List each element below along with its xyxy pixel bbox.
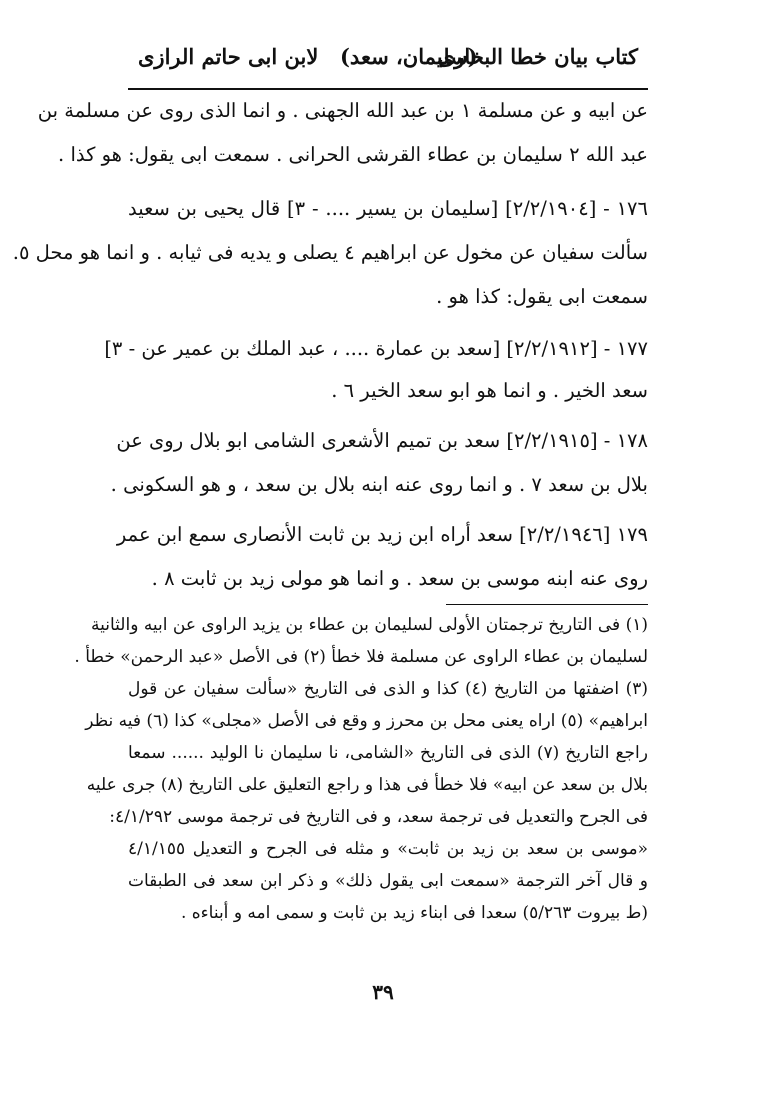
running-head <box>138 38 638 78</box>
text-line: سمعت ابى يقول: كذا هو . <box>436 285 648 308</box>
footnote-line: (ط بيروت ٥/٢٦٣) سعدا فى ابناء زيد بن ثابت و سمى امه و أبناءه . <box>180 903 648 923</box>
footnote-line: (٣) اضفتها من التاريخ (٤) كذا و الذى فى التاريخ «سألت سفيان عن قول <box>128 679 648 699</box>
header-rule <box>128 88 648 90</box>
text-line: روى عنه ابنه موسى بن سعد . و انما هو مولى زيد بن ثابت ٨ . <box>151 567 648 590</box>
footnote-line: لسليمان بن عطاء الراوى عن مسلمة فلا خطأ (٢) فى الأصل «عبد الرحمن» خطأ . <box>74 647 648 667</box>
footnote-line: بلال بن سعد عن ابيه» فلا خطأ فى هذا و راجع التعليق على التاريخ (٨) جرى عليه <box>86 775 648 795</box>
footnote-line: راجع التاريخ (٧) الذى فى التاريخ «الشامى، نا سليمان نا الوليد ...... سمعا <box>128 743 648 763</box>
entry-178-line: ١٧٨ - [٢/٢/١٩١٥] سعد بن تميم الأشعرى الشامى ابو بلال روى عن <box>116 429 648 452</box>
section-names: (سليمان، سعد) <box>340 44 478 69</box>
text-line: بلال بن سعد ٧ . و انما روى عنه ابنه بلال بن سعد ، و هو السكونى . <box>110 473 648 496</box>
entry-177-line: ١٧٧ - [٢/٢/١٩١٢] [سعد بن عمارة .... ، عبد الملك بن عمير عن - ٣] <box>104 337 648 360</box>
footnote-line: و قال آخر الترجمة «سمعت ابى يقول ذلك» و ذكر ابن سعد فى الطبقات <box>128 871 648 891</box>
text-line: عبد الله ٢ سليمان بن عطاء القرشى الحرانى . سمعت ابى يقول: هو كذا . <box>58 143 648 166</box>
text-line: سعد الخير . و انما هو ابو سعد الخير ٦ . <box>331 379 648 402</box>
page-number: ٣٩ <box>372 980 394 1004</box>
text-line: سألت سفيان عن مخول عن ابراهيم ٤ يصلى و يديه فى ثيابه . و انما هو محل ٥. <box>12 241 648 264</box>
author-name: لابن ابى حاتم الرازى <box>138 44 319 69</box>
footnote-line: (١) فى التاريخ ترجمتان الأولى لسليمان بن عطاء بن يزيد الراوى عن ابيه والثانية <box>91 615 648 635</box>
footnote-line: ابراهيم» (٥) اراه يعنى محل بن محرز و وقع فى الأصل «مجلى» كذا (٦) فيه نظر <box>85 711 648 731</box>
entry-179-line: ١٧٩ [٢/٢/١٩٤٦] سعد أراه ابن زيد بن ثابت الأنصارى سمع ابن عمر <box>116 523 648 546</box>
footnote-line: فى الجرح والتعديل فى ترجمة سعد، و فى التاريخ فى ترجمة موسى ٤/١/٢٩٢: <box>109 807 648 827</box>
footnote-line: «موسى بن سعد بن زيد بن ثابت» و مثله فى الجرح و التعديل ٤/١/١٥٥ <box>128 839 648 859</box>
book-title: كتاب بيان خطا البخارى <box>437 44 638 69</box>
entry-176-line: ١٧٦ - [٢/٢/١٩٠٤] [سليمان بن يسير .... - ٣] قال يحيى بن سعيد <box>128 197 648 220</box>
text-line: عن ابيه و عن مسلمة ١ بن عبد الله الجهنى . و انما الذى روى عن مسلمة بن <box>37 99 648 122</box>
footnote-rule <box>446 604 648 605</box>
